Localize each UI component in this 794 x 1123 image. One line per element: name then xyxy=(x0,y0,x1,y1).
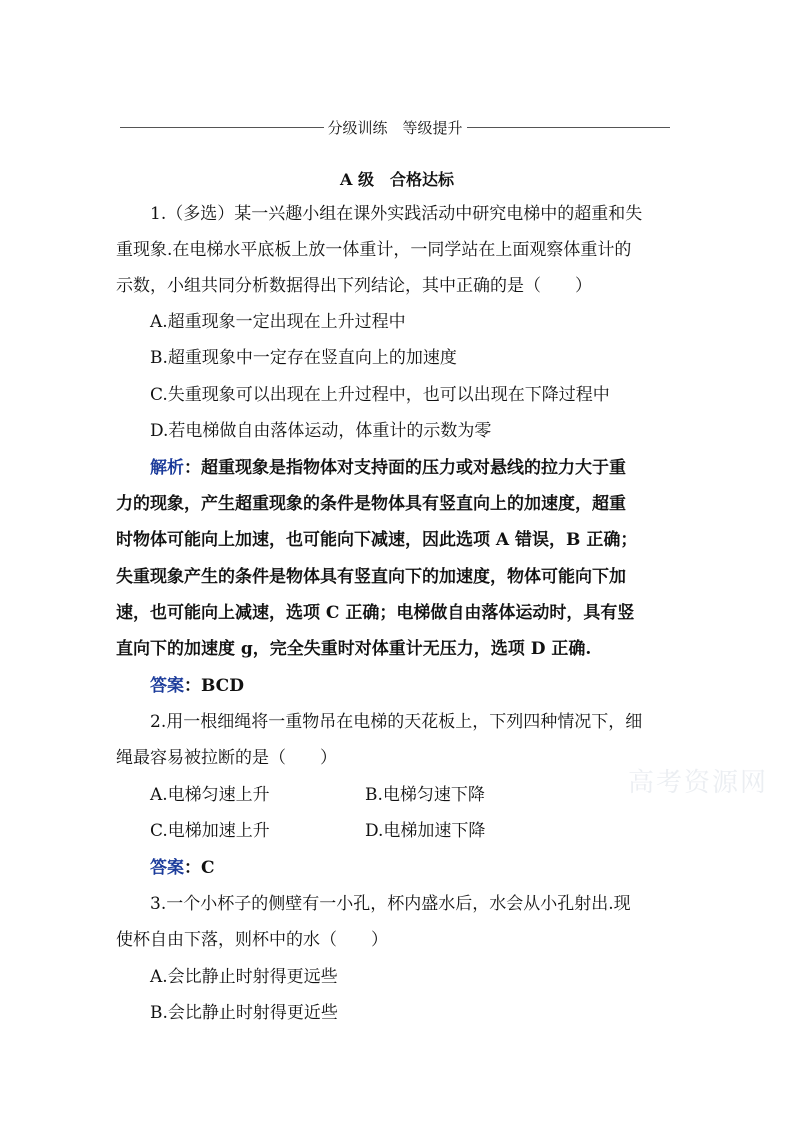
q3-option-a: A.会比静止时射得更远些 xyxy=(150,967,338,987)
q2-answer xyxy=(150,856,215,880)
q1-analysis-line-3: 时物体可能向上加速，也可能向下减速，因此选项 A 错误，B 正确； xyxy=(116,530,638,550)
q2-option-c: C.电梯加速上升 xyxy=(150,821,270,841)
q2-stem-line-1: 2.用一根细绳将一重物吊在电梯的天花板上，下列四种情况下，细 xyxy=(150,712,643,732)
watermark: 高考资源网 xyxy=(628,768,769,798)
section-header-text: 分级训练 等级提升 xyxy=(327,118,463,137)
q3-stem-line-2: 使杯自由下落，则杯中的水（ ） xyxy=(116,930,388,950)
q3-stem-line-1: 3.一个小杯子的侧壁有一小孔，杯内盛水后，水会从小孔射出.现 xyxy=(150,894,631,914)
section-header xyxy=(120,116,670,138)
q1-analysis-line-6: 直向下的加速度 g，完全失重时对体重计无压力，选项 D 正确. xyxy=(116,639,592,659)
q1-analysis-line-4: 失重现象产生的条件是物体具有竖直向下的加速度，物体可能向下加 xyxy=(116,567,626,587)
q1-analysis-line-5: 速，也可能向上减速，选项 C 正确；电梯做自由落体运动时，具有竖 xyxy=(116,603,635,623)
header-rule-left xyxy=(120,127,324,128)
answer-label: 答案 xyxy=(150,858,184,878)
q2-option-a: A.电梯匀速上升 xyxy=(150,785,270,805)
q1-analysis-line-1 xyxy=(150,456,626,480)
q1-analysis-text-1: ：超重现象是指物体对支持面的压力或对悬线的拉力大于重 xyxy=(184,458,626,478)
q1-stem-line-3: 示数，小组共同分析数据得出下列结论，其中正确的是（ ） xyxy=(116,276,592,296)
q1-option-b: B.超重现象中一定存在竖直向上的加速度 xyxy=(150,348,457,368)
header-rule-right xyxy=(467,127,671,128)
q1-stem-line-1: 1.（多选）某一兴趣小组在课外实践活动中研究电梯中的超重和失 xyxy=(150,204,643,224)
q2-stem-line-2: 绳最容易被拉断的是（ ） xyxy=(116,748,337,768)
analysis-label: 解析 xyxy=(150,458,184,478)
q1-option-c: C.失重现象可以出现在上升过程中，也可以出现在下降过程中 xyxy=(150,385,610,405)
level-a-title: A 级 合格达标 xyxy=(340,170,454,189)
q1-option-a: A.超重现象一定出现在上升过程中 xyxy=(150,312,406,332)
q2-option-b: B.电梯匀速下降 xyxy=(365,785,485,805)
q3-option-b: B.会比静止时射得更近些 xyxy=(150,1003,338,1023)
answer-label: 答案 xyxy=(150,676,184,696)
q2-option-d: D.电梯加速下降 xyxy=(365,821,486,841)
q2-options-row-2 xyxy=(150,819,486,843)
q1-stem-line-2: 重现象.在电梯水平底板上放一体重计，一同学站在上面观察体重计的 xyxy=(116,240,632,260)
q1-option-d: D.若电梯做自由落体运动，体重计的示数为零 xyxy=(150,421,492,441)
q1-answer xyxy=(150,674,244,698)
q1-answer-value: ：BCD xyxy=(184,676,244,696)
q1-analysis-line-2: 力的现象，产生超重现象的条件是物体具有竖直向上的加速度，超重 xyxy=(116,494,626,514)
q2-options-row-1 xyxy=(150,783,485,807)
q2-answer-value: ：C xyxy=(184,858,215,878)
